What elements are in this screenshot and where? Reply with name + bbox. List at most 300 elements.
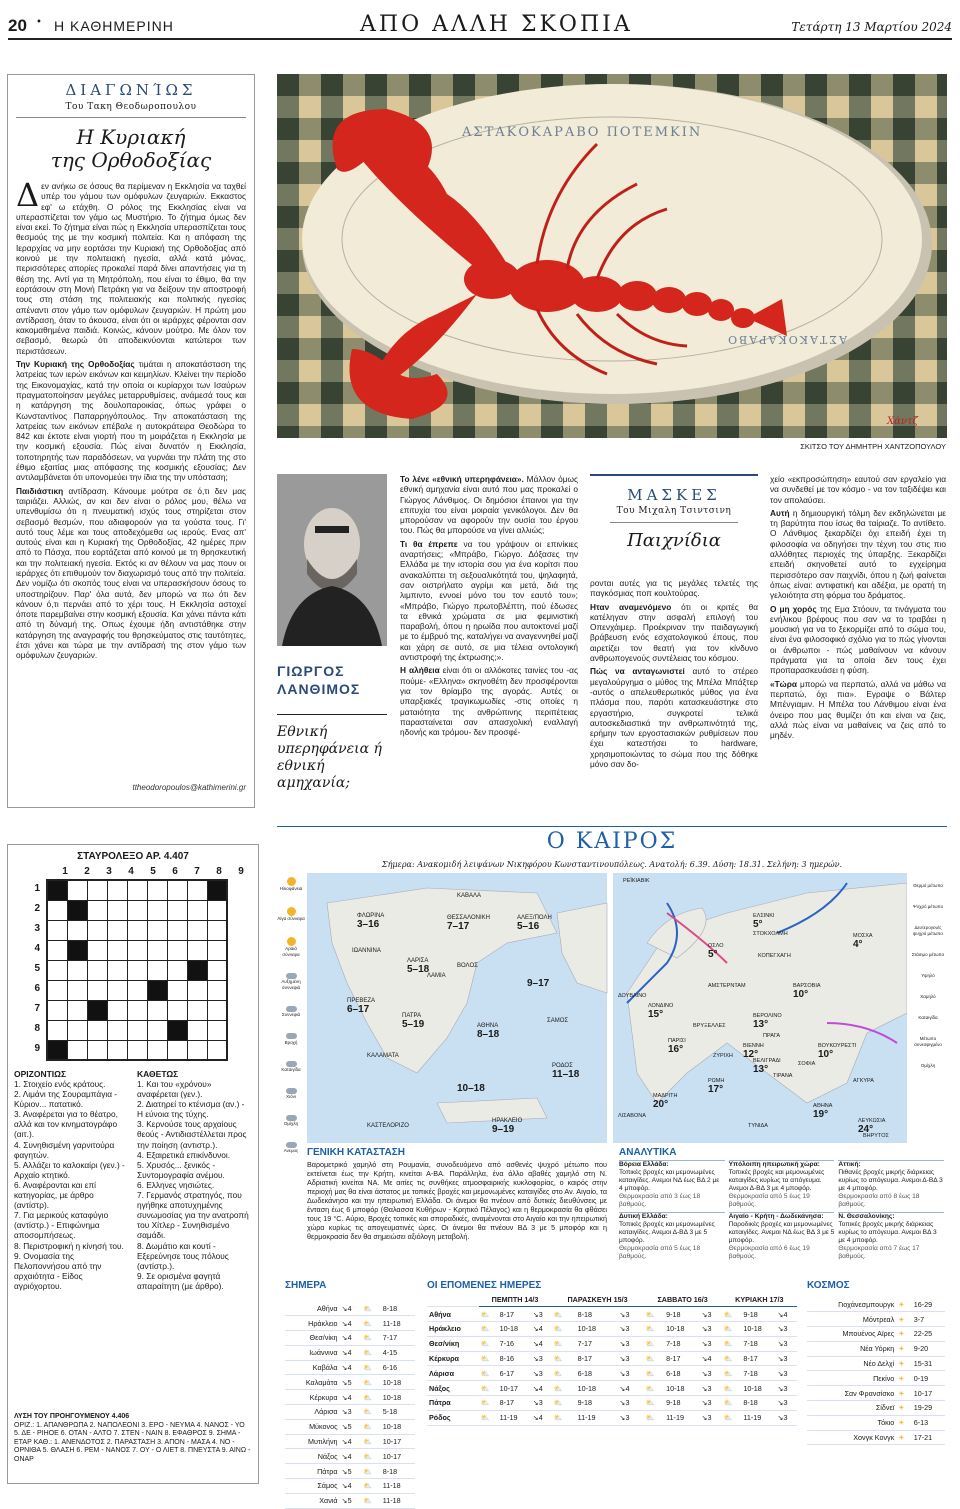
- city-name: ΖΥΡΙΧΗ: [713, 1053, 733, 1059]
- partly-cloudy-icon: ⛅: [480, 1309, 490, 1319]
- wind-cell: [531, 1351, 552, 1366]
- temperature: 8-17: [576, 1351, 618, 1366]
- grid-cell[interactable]: [127, 1000, 147, 1020]
- city-label: [357, 913, 384, 930]
- wind-force: 5: [347, 1377, 352, 1387]
- grid-cell: [187, 960, 207, 980]
- weather-icon: ☀: [898, 1359, 905, 1369]
- wind-arrow-icon: ↘: [532, 1383, 539, 1393]
- city-label: [763, 1033, 780, 1039]
- wind-cell: [776, 1410, 797, 1425]
- paragraph: μπορώ να περπατώ, αλλά να μάθω να περπατώ, όχι πια». Εγραψε ο Βάλτερ Μπένγιαμιν. Η Μπέλα του Λάνθιμου είναι ένα όνειρο που μας θυμίζει ότι και είναι να ζεις, αλλά πώς είναι να μαθαίνεις να ζεις από το μηδέν.: [770, 678, 946, 741]
- table-row: [427, 1366, 797, 1381]
- table-row: [807, 1297, 945, 1312]
- wind-arrow-icon: ↘: [777, 1339, 784, 1349]
- partly-cloudy-icon: ⛅: [553, 1324, 563, 1334]
- across-clue: 7. Για μερικούς καταφύγιο (αντίστρ.) - Επιφώνημα αποσομπήσεως.: [14, 1210, 109, 1241]
- grid-cell[interactable]: [47, 980, 67, 1000]
- city-name: Πάτρα: [285, 1464, 340, 1479]
- row-number: 6: [34, 983, 40, 994]
- wind-arrow-icon: ↘: [341, 1422, 348, 1432]
- sky-cell: [896, 1371, 911, 1386]
- grid-cell[interactable]: [87, 880, 107, 900]
- sky-cell: [722, 1351, 742, 1366]
- grid-cell[interactable]: [67, 880, 87, 900]
- region-text: Παροδικές βροχές και μεμονωμένες καταιγίδες. Ανεμοι ΝΔ έως ΒΔ 3 με 5 μποφόρ.: [728, 1221, 835, 1244]
- city-name: Σαν Φρανσίσκο: [807, 1386, 896, 1401]
- wind-arrow-icon: ↘: [777, 1309, 784, 1319]
- grid-cell[interactable]: [107, 920, 127, 940]
- grid-cell[interactable]: [187, 880, 207, 900]
- legend-label: Καταιγίδα: [281, 1066, 301, 1072]
- city-label: [457, 893, 481, 899]
- city-name: ΛΕΥΚΩΣΙΑ: [858, 1118, 886, 1124]
- paragraph: ρονται αυτές για τις μεγάλες τελετές της παγκόσμιας ποπ κουλτούρας.: [590, 578, 758, 599]
- grid-cell[interactable]: [107, 1040, 127, 1060]
- table-row: [807, 1415, 945, 1430]
- grid-cell[interactable]: [167, 980, 187, 1000]
- weather-icon: ☀: [898, 1403, 905, 1413]
- city-name: Τόκιο: [807, 1415, 896, 1430]
- city-temp: 5–19: [402, 1019, 425, 1030]
- grid-cell[interactable]: [167, 960, 187, 980]
- city-label: [793, 983, 821, 1000]
- grid-cell[interactable]: [147, 1040, 167, 1060]
- paragraph: τιμάται η αποκατάσταση της λατρείας των ιερών εικόνων και κειμηλίων. Κλείνει την περίοδο της Εικονομαχίας, κατά την οποία οι κυρίαρχοι των Ισαύρων πραγματοποίησαν μεγάλες μεταρρυθμίσεις, ανάμεσά τους και η κατάργηση της δουλοπαροικίας, όπως γράφει ο Κωνσταντίνος Παπαρρηγόπουλος. Την αποκατάσταση της λατρείας των εικόνων επέβαλε η αυτοκράτειρα Θεοδώρα το 842 και έκτοτε είναι γιορτή που τη μοιράζεται η Εκκλησία με την κοσμική εξουσία. Πώς είναι δυνατόν η Εκκλησία, τοποτηρητής των παραδόσεων, να γυρνάει την πλάτη της στο έθιμο εξαιτίας μιας απόφασης της κοσμικής εξουσίας; Δεν αντιλαμβάνεται ότι υπονομεύει την ίδια της την υπόσταση;: [16, 359, 246, 483]
- wind-force: 4: [538, 1324, 543, 1334]
- table-row: [427, 1396, 797, 1411]
- column-number: 9: [238, 866, 244, 877]
- maskes-article-body: [590, 578, 758, 806]
- grid-row: [47, 880, 227, 900]
- sky-cell: [722, 1410, 742, 1425]
- city-name: ΣΑΜΟΣ: [547, 1018, 569, 1024]
- grid-cell[interactable]: [167, 920, 187, 940]
- region-name: Δυτική Ελλάδα:: [619, 1213, 668, 1220]
- city-name: ΛΑΜΙΑ: [427, 973, 446, 979]
- legend-label: Ομίχλη: [283, 1121, 299, 1127]
- grid-cell[interactable]: [67, 1020, 87, 1040]
- wind-force: 4: [347, 1392, 352, 1402]
- city-label: [753, 1013, 782, 1030]
- grid-cell[interactable]: [107, 1000, 127, 1020]
- sky-cell: [361, 1479, 381, 1494]
- grid-cell[interactable]: [47, 900, 67, 920]
- temperature: 10-18: [381, 1375, 415, 1390]
- paragraph: η δημιουργική τόλμη δεν εκδηλώνεται με τη βαρύτητα που ίσως θα ταίριαζε. Το αντίθετο. Ο Λάνθιμος ξεκαρδίζει όχι επειδή έχει τη φιλοσοφία να οδηγήσει την τέχνη του στις πιο αλλόθητες περιοχές της ύπαρξης. Ξεκαρδίζει επειδή σκηνοθετεί αυτό το εγχείρημα περισσότερο σαν παιχνίδι, όπου η ζωή φαίνεται όπως είναι: αντιφατική και αδέξια, με ορατή τη γελοιότητα στη φόρμα του δράματος.: [770, 507, 946, 601]
- crossword-title: ΣΤΑΥΡΟΛΕΞΟ ΑΡ. 4.407: [77, 851, 189, 862]
- paragraph-lead: Τι θα έπρεπε: [400, 538, 458, 549]
- wind-arrow-icon: ↘: [532, 1309, 539, 1319]
- temperature: 8-17: [498, 1396, 531, 1411]
- solution-block: [14, 1413, 252, 1464]
- temperature: 11-19: [498, 1410, 531, 1425]
- grid-cell[interactable]: [47, 960, 67, 980]
- temperature: 8-16: [498, 1351, 531, 1366]
- city-name: ΣΟΦΙΑ: [798, 1061, 816, 1067]
- region-name: Αιγαίο - Κρήτη - Δωδεκάνησα:: [728, 1213, 824, 1220]
- city-temp: 19°: [813, 1109, 829, 1120]
- temperature: 5-18: [381, 1405, 415, 1420]
- day-header: ΣΑΒΒΑΤΟ 16/3: [644, 1292, 722, 1307]
- grid-cell[interactable]: [147, 900, 167, 920]
- temperature: 11-18: [381, 1493, 415, 1508]
- city-temp: 20°: [653, 1099, 669, 1110]
- down-clue: 2. Διατηρεί το κτένισμα (αν.) - Η εύνοια της τύχης.: [137, 1099, 245, 1120]
- wind-force: 4: [707, 1354, 712, 1364]
- day-header: ΠΕΜΠΤΗ 14/3: [479, 1292, 552, 1307]
- paragraph-lead: Ο μη χορός: [770, 603, 817, 614]
- legend-item: [911, 883, 945, 889]
- partly-cloudy-icon: ⛅: [553, 1368, 563, 1378]
- partly-cloudy-icon: ⛅: [362, 1333, 372, 1343]
- partly-cloudy-icon: ⛅: [553, 1398, 563, 1408]
- plate-text-bottom: ΑΣΤΑΚΟΚΑΡΑΒΟ: [726, 333, 847, 346]
- grid-cell[interactable]: [107, 880, 127, 900]
- grid-row: [47, 980, 227, 1000]
- wind-force: 3: [625, 1368, 630, 1378]
- wind-force: 4: [347, 1451, 352, 1461]
- temperature: 4-15: [381, 1345, 415, 1360]
- grid-cell[interactable]: [107, 980, 127, 1000]
- wind-force: 3: [783, 1413, 788, 1423]
- paragraph: της Εμα Στόουν, τα τινάγματα του ενήλικου βρέφους που σαν να το τραβάει η μουσική για να το ξεκορμίζει από το σώμα του, είναι ένα φιλοσοφικό σχόλιο για το πώς γίνονται οι άνθρωποι - πώς μαθαίνουν να κάνουν πράγματα για τα οποία δεν τους έχει προπαρασκευάσει η φύση.: [770, 603, 946, 676]
- grid-cell[interactable]: [67, 960, 87, 980]
- wind-cell: [531, 1307, 552, 1322]
- author-email[interactable]: ttheodoropoulos@kathimerini.gr: [132, 783, 246, 792]
- wind-force: 4: [347, 1303, 352, 1313]
- sky-cell: [551, 1307, 575, 1322]
- grid-cell[interactable]: [67, 1040, 87, 1060]
- table-row: [285, 1449, 415, 1464]
- sky-cell: [361, 1405, 381, 1420]
- wind-force: 4: [538, 1383, 543, 1393]
- city-label: [427, 973, 446, 979]
- city-temp: 10°: [818, 1049, 834, 1060]
- grid-cell[interactable]: [87, 900, 107, 920]
- city-label: [492, 1118, 522, 1135]
- column-number: 4: [128, 866, 134, 877]
- column-number: 2: [84, 866, 90, 877]
- paragraph: Μάλλον όμως εθνική αμηχανία είναι αυτό που μας προκαλεί ο Γιώργος Λάνθιμος. Οι δημόσιοι έπαινοι για την επιτυχία του είναι μοιραία γενικόλογοι. Δεν θα μπορούσαν να αφορούν την ουσία του έργου του. Πώς θα μπορούσε να γίνει αλλιώς;: [400, 474, 578, 536]
- portrait-svg: [277, 474, 387, 646]
- city-name: Ηράκλειο: [427, 1322, 479, 1337]
- grid-cell[interactable]: [47, 1020, 67, 1040]
- wind-arrow-icon: ↘: [619, 1339, 626, 1349]
- wind-cell: [776, 1307, 797, 1322]
- wind-cell: [699, 1410, 721, 1425]
- grid-cell[interactable]: [147, 920, 167, 940]
- temperature: 10-18: [576, 1322, 618, 1337]
- wind-arrow-icon: ↘: [701, 1339, 708, 1349]
- column-number: 8: [216, 866, 222, 877]
- region-temp: Θερμοκρασία από 7 έως 17 βαθμούς.: [838, 1245, 920, 1260]
- grid-cell[interactable]: [87, 960, 107, 980]
- city-name: ΡΩΜΗ: [708, 1078, 725, 1084]
- down-clue: 4. Εξαιρετικά επικίνδυνοι.: [137, 1149, 231, 1160]
- sky-cell: [361, 1375, 381, 1390]
- down-clues: [137, 1069, 252, 1291]
- row-number: 5: [34, 963, 40, 974]
- day-header: ΚΥΡΙΑΚΗ 17/3: [722, 1292, 797, 1307]
- diagonios-column: [7, 74, 255, 808]
- grid-cell[interactable]: [187, 1020, 207, 1040]
- grid-cell[interactable]: [107, 900, 127, 920]
- temperature: 9-18: [576, 1396, 618, 1411]
- city-label: [708, 943, 724, 960]
- sky-cell: [644, 1366, 664, 1381]
- temperature: 11-18: [381, 1479, 415, 1494]
- temperature: 10-18: [741, 1381, 775, 1396]
- wind-cell: [340, 1331, 361, 1346]
- grid-cell[interactable]: [167, 1040, 187, 1060]
- down-clue: 6. Ελληνες νησιώτες.: [137, 1179, 215, 1190]
- today-heading: ΣΗΜΕΡΑ: [285, 1280, 327, 1291]
- city-name: ΚΟΠΕΓΧΑΓΗ: [758, 953, 791, 959]
- wind-force: 5: [347, 1422, 352, 1432]
- weather-icon: [286, 1061, 297, 1067]
- wind-force: 3: [625, 1324, 630, 1334]
- sky-cell: [722, 1322, 742, 1337]
- weather-icon: ☀: [898, 1433, 905, 1443]
- city-temp: 13°: [753, 1064, 769, 1075]
- grid-row: [47, 1040, 227, 1060]
- city-temp: 6–17: [347, 1004, 370, 1015]
- wind-force: 4: [347, 1437, 352, 1447]
- region-forecast: [729, 1160, 835, 1209]
- column-number: 7: [194, 866, 200, 877]
- grid-cell[interactable]: [147, 1000, 167, 1020]
- legend-item: [911, 904, 945, 910]
- paragraph: χείο «εκπροσώπηση» εαυτού σαν εργαλείο για να συνδεθεί με τον κόσμο - να τον ταξιδέψει και τον απολαύσει.: [770, 474, 946, 505]
- wind-arrow-icon: ↘: [341, 1348, 348, 1358]
- temperature: 8-17: [664, 1351, 699, 1366]
- greece-map-labels: [307, 873, 607, 1143]
- grid-cell[interactable]: [47, 940, 67, 960]
- table-row: [285, 1316, 415, 1331]
- column-kicker: ΜΑΣΚΕΣ: [627, 486, 721, 504]
- grid-cell[interactable]: [207, 1020, 227, 1040]
- across-clue: 1. Στοιχείο ενός κράτους.: [14, 1079, 106, 1089]
- region-text: Πιθανές βροχές μικρής διάρκειας κυρίως το απόγευμα. Ανεμοι Δ-ΒΔ 3 με 4 μποφόρ.: [838, 1169, 943, 1192]
- wind-arrow-icon: ↘: [701, 1309, 708, 1319]
- grid-cell[interactable]: [207, 1000, 227, 1020]
- legend-label: Αραιά σύννεφα: [282, 946, 300, 957]
- grid-cell[interactable]: [187, 900, 207, 920]
- wind-force: 5: [347, 1466, 352, 1476]
- legend-item: [911, 1036, 945, 1048]
- sky-cell: [896, 1415, 911, 1430]
- partly-cloudy-icon: ⛅: [480, 1324, 490, 1334]
- grid-cell[interactable]: [107, 1020, 127, 1040]
- grid-cell[interactable]: [147, 940, 167, 960]
- grid-cell[interactable]: [147, 1020, 167, 1040]
- grid-cell[interactable]: [87, 980, 107, 1000]
- grid-cell[interactable]: [207, 920, 227, 940]
- partly-cloudy-icon: ⛅: [362, 1466, 372, 1476]
- grid-cell: [67, 940, 87, 960]
- city-name: Χονγκ Κονγκ: [807, 1430, 896, 1445]
- city-label: [618, 1113, 646, 1119]
- wind-cell: [531, 1366, 552, 1381]
- sky-cell: [722, 1366, 742, 1381]
- wind-arrow-icon: ↘: [701, 1368, 708, 1378]
- wind-cell: [617, 1410, 643, 1425]
- wind-cell: [340, 1405, 361, 1420]
- city-name: ΣΤΟΚΧΟΛΜΗ: [753, 931, 788, 937]
- grid-cell[interactable]: [167, 900, 187, 920]
- city-name: ΔΟΥΒΛΙΝΟ: [618, 993, 647, 999]
- region-forecast: [838, 1212, 944, 1261]
- day-header: ΠΑΡΑΣΚΕΥΗ 15/3: [551, 1292, 643, 1307]
- grid-cell[interactable]: [87, 1040, 107, 1060]
- partly-cloudy-icon: ⛅: [362, 1348, 372, 1358]
- partly-cloudy-icon: ⛅: [645, 1398, 655, 1408]
- crossword-grid[interactable]: [46, 879, 228, 1061]
- grid-cell[interactable]: [107, 960, 127, 980]
- wind-force: 3: [625, 1309, 630, 1319]
- wind-cell: [776, 1336, 797, 1351]
- wind-force: 3: [783, 1354, 788, 1364]
- grid-cell[interactable]: [207, 960, 227, 980]
- legend-label: Βροχή: [284, 1039, 298, 1045]
- city-name: ΗΡΑΚΛΕΙΟ: [492, 1118, 523, 1124]
- grid-cell[interactable]: [87, 1020, 107, 1040]
- grid-cell[interactable]: [127, 960, 147, 980]
- grid-cell[interactable]: [187, 1000, 207, 1020]
- temperature: 9-18: [741, 1307, 775, 1322]
- grid-cell[interactable]: [207, 940, 227, 960]
- city-temp: 9–19: [492, 1124, 515, 1135]
- grid-cell[interactable]: [127, 1040, 147, 1060]
- legend-item: [911, 1015, 945, 1021]
- partly-cloudy-icon: ⛅: [645, 1324, 655, 1334]
- weather-icon: [286, 1088, 297, 1094]
- across-clue: 2. Λιμάνι της Σουραμπάγια - Κύριον... πατατικό.: [14, 1089, 118, 1110]
- table-row: [285, 1301, 415, 1316]
- sky-cell: [551, 1396, 575, 1411]
- grid-cell[interactable]: [187, 920, 207, 940]
- grid-cell[interactable]: [167, 1000, 187, 1020]
- paragraph-lead: Αυτή: [770, 507, 790, 518]
- grid-cell[interactable]: [147, 880, 167, 900]
- grid-cell[interactable]: [127, 940, 147, 960]
- grid-cell[interactable]: [67, 920, 87, 940]
- wind-arrow-icon: ↘: [341, 1363, 348, 1373]
- wind-force: 3: [538, 1398, 543, 1408]
- across-clue: 4. Συνηθισμένη γαρνιτούρα φαγητών.: [14, 1139, 115, 1160]
- wind-cell: [340, 1316, 361, 1331]
- city-name: Ρόδος: [427, 1410, 479, 1425]
- column-byline: Του Μιχαλη Τσιντσινη: [616, 506, 732, 516]
- temperature: 10-18: [576, 1381, 618, 1396]
- legend-item: [277, 1142, 305, 1154]
- column-number: 5: [150, 866, 156, 877]
- grid-cell[interactable]: [207, 1040, 227, 1060]
- article-body: [16, 181, 246, 781]
- column-byline: Του Τακη Θεοδωροπουλου: [65, 102, 197, 112]
- grid-cell[interactable]: [147, 960, 167, 980]
- wind-arrow-icon: ↘: [532, 1413, 539, 1423]
- wind-cell: [776, 1351, 797, 1366]
- grid-cell[interactable]: [67, 980, 87, 1000]
- wind-cell: [617, 1336, 643, 1351]
- grid-cell[interactable]: [127, 980, 147, 1000]
- partly-cloudy-icon: ⛅: [362, 1392, 372, 1402]
- temperature: 10-17: [381, 1449, 415, 1464]
- temperature: 8-18: [381, 1464, 415, 1479]
- wind-force: 3: [538, 1368, 543, 1378]
- city-name: ΠΡΕΒΕΖΑ: [347, 998, 376, 1004]
- grid-row: [47, 1000, 227, 1020]
- grid-cell[interactable]: [187, 940, 207, 960]
- wind-force: 3: [707, 1398, 712, 1408]
- grid-cell[interactable]: [207, 980, 227, 1000]
- region-text: Τοπικές βροχές και μεμονωμένες καταιγίδες κυρίως τα απόγευμα. Ανεμοι Δ-ΒΔ 3 με 4 μποφόρ.: [728, 1169, 825, 1192]
- temperature: 7-18: [741, 1366, 775, 1381]
- grid-cell[interactable]: [127, 920, 147, 940]
- wind-force: 4: [347, 1481, 352, 1491]
- legend-label: Δευτερογενές ψυχρό μέτωπο: [913, 925, 943, 936]
- temperature: 11-18: [381, 1316, 415, 1331]
- grid-cell[interactable]: [127, 1020, 147, 1040]
- analytic-heading: ΑΝΑΛΥΤΙΚΑ: [619, 1147, 677, 1158]
- grid-cell[interactable]: [127, 900, 147, 920]
- region-temp: Θερμοκρασία από 3 έως 18 βαθμούς.: [619, 1193, 701, 1208]
- legend-label: Θερμό μέτωπο: [913, 883, 943, 888]
- grid-cell[interactable]: [107, 940, 127, 960]
- table-row: [285, 1405, 415, 1420]
- partly-cloudy-icon: ⛅: [723, 1383, 733, 1393]
- grid-cell[interactable]: [167, 940, 187, 960]
- grid-cell[interactable]: [167, 880, 187, 900]
- temperature: 9-18: [664, 1396, 699, 1411]
- grid-cell[interactable]: [207, 900, 227, 920]
- grid-cell[interactable]: [87, 920, 107, 940]
- temperature: 7-16: [498, 1336, 531, 1351]
- partly-cloudy-icon: ⛅: [480, 1354, 490, 1364]
- temperature: 6-13: [912, 1415, 945, 1430]
- analytic-forecast: [619, 1147, 944, 1261]
- grid-cell[interactable]: [47, 920, 67, 940]
- partly-cloudy-icon: ⛅: [362, 1303, 372, 1313]
- city-temp: 11–18: [552, 1069, 580, 1080]
- wind-force: 3: [783, 1324, 788, 1334]
- lanthimos-subtitle: Εθνική υπερηφάνεια ή εθνική αμηχανία;: [277, 724, 382, 791]
- partly-cloudy-icon: ⛅: [480, 1413, 490, 1423]
- grid-cell[interactable]: [187, 980, 207, 1000]
- city-name: ΛΙΣΑΒΟΝΑ: [618, 1113, 646, 1119]
- city-label: [527, 978, 549, 989]
- temperature: 8-18: [576, 1307, 618, 1322]
- wind-cell: [340, 1434, 361, 1449]
- partly-cloudy-icon: ⛅: [480, 1398, 490, 1408]
- grid-cell: [207, 880, 227, 900]
- sky-cell: [361, 1360, 381, 1375]
- grid-cell[interactable]: [127, 880, 147, 900]
- grid-cell[interactable]: [67, 1000, 87, 1020]
- city-name: ΒΑΡΣΟΒΙΑ: [793, 983, 821, 989]
- temperature: 10-17: [381, 1434, 415, 1449]
- solution-heading: ΛΥΣΗ ΤΟΥ ΠΡΟΗΓΟΥΜΕΝΟΥ 4.406: [14, 1413, 130, 1420]
- table-row: [285, 1390, 415, 1405]
- grid-cell[interactable]: [187, 1040, 207, 1060]
- city-name: ΒΟΛΟΣ: [457, 963, 478, 969]
- grid-cell[interactable]: [87, 940, 107, 960]
- grid-cell[interactable]: [47, 1000, 67, 1020]
- weather-icon: [287, 937, 296, 946]
- sky-cell: [722, 1336, 742, 1351]
